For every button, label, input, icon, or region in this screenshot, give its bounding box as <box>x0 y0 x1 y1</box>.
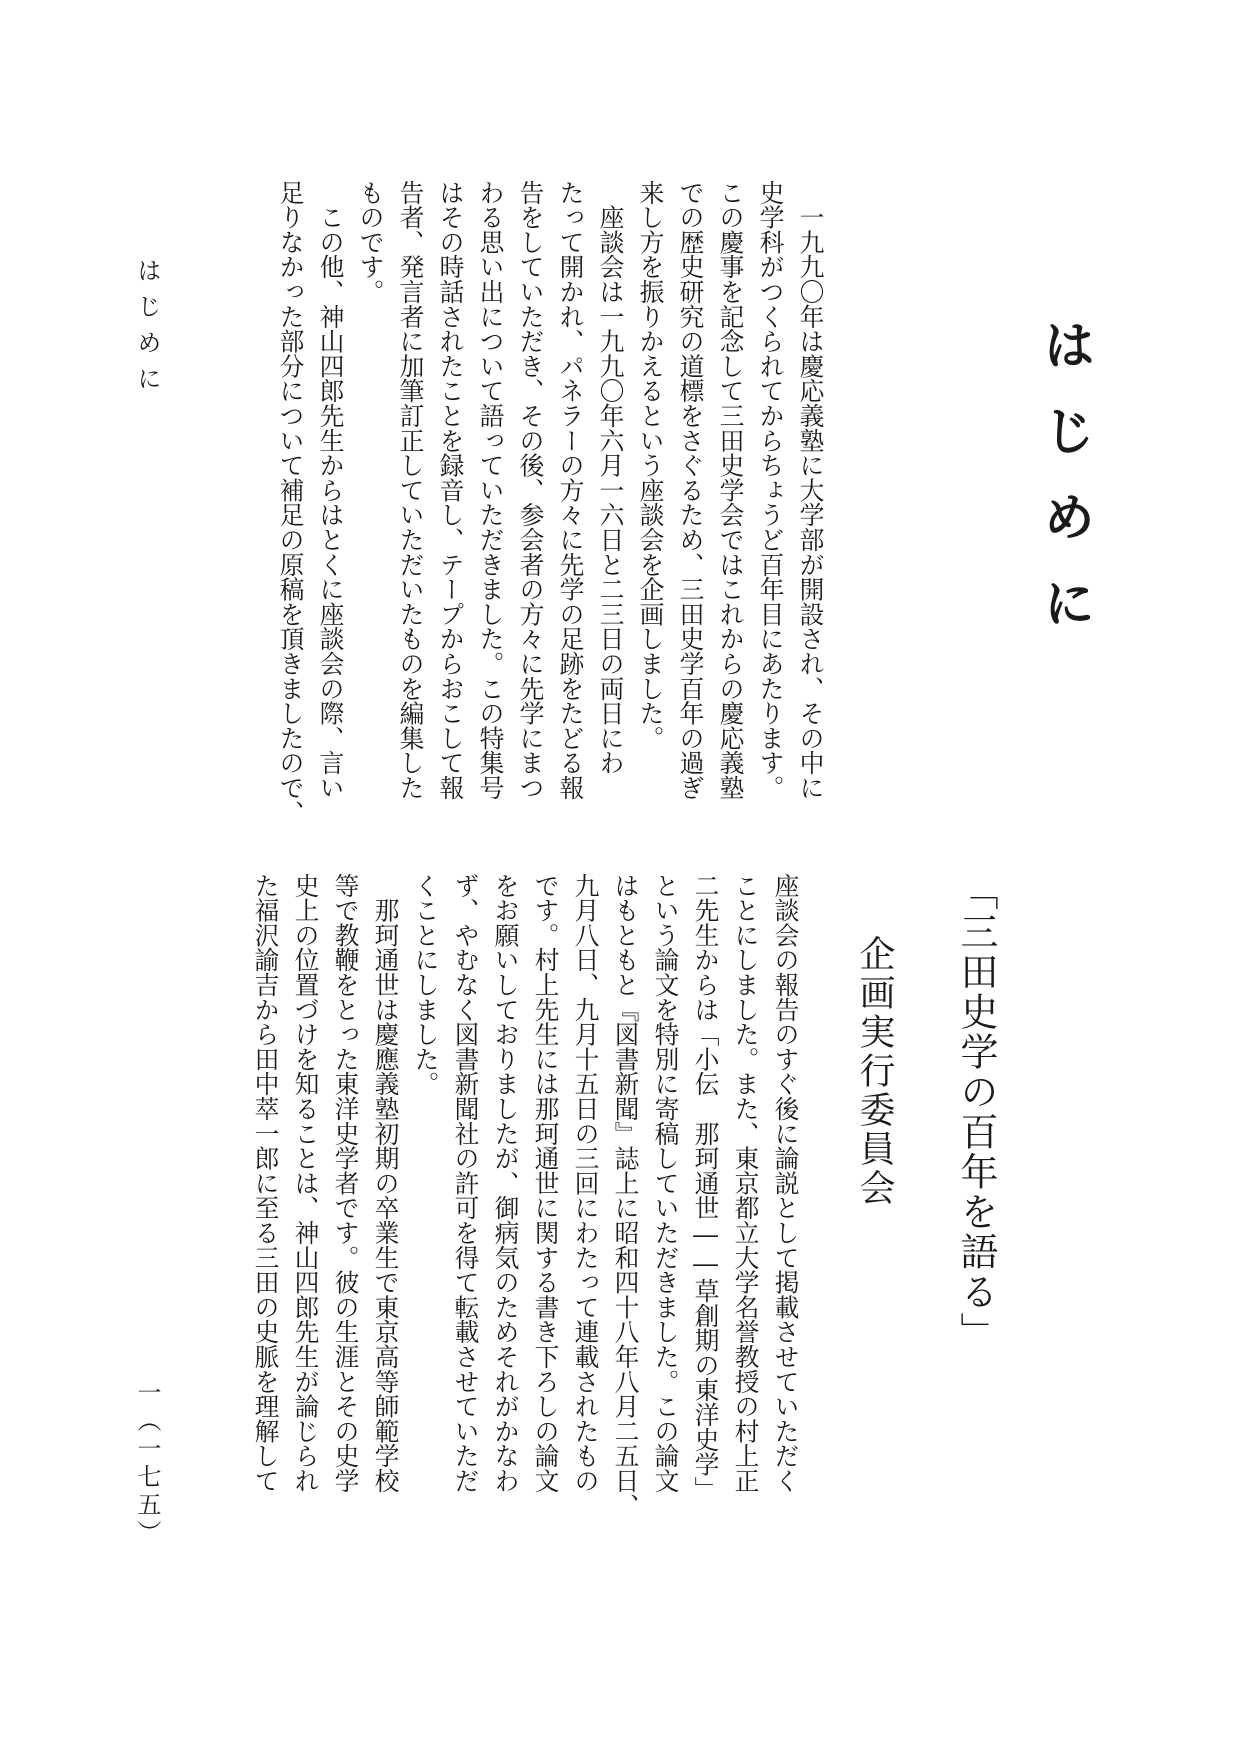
text-line: この慶事を記念して三田史学会ではこれからの慶応義塾 <box>716 180 745 800</box>
body-text-lower <box>105 873 805 1553</box>
page-title: はじめに <box>1034 318 1095 662</box>
text-line: ことにしました。また、東京都立大学名誉教授の村上正 <box>731 873 760 1493</box>
text-line: 史上の位置づけを知ることは、神山四郎先生が論じられ <box>291 873 320 1493</box>
feature-subtitle: 「三田史学の百年を語る」 <box>954 872 998 1352</box>
text-line: 告をしていただき、その後、参会者の方々に先学にまつ <box>516 180 545 800</box>
text-line: くことにしました。 <box>411 873 440 1097</box>
text-line: ず、やむなく図書新聞社の許可を得て転載させていただ <box>451 873 480 1493</box>
text-line: たって開かれ、パネラーの方々に先学の足跡をたどる報 <box>556 180 585 800</box>
text-line: 座談会は一九九〇年六月一六日と二三日の両日にわ <box>596 180 625 776</box>
text-line: はもともと『図書新聞』誌上に昭和四十八年八月二五日、 <box>611 873 640 1518</box>
text-line: 那珂通世は慶應義塾初期の卒業生で東京高等師範学校 <box>371 873 400 1493</box>
text-line: 告者、発言者に加筆訂正していただいたものを編集した <box>396 180 425 800</box>
text-line: た福沢諭吉から田中萃一郎に至る三田の史脈を理解して <box>251 873 280 1493</box>
text-line: をお願いしておりましたが、御病気のためそれがかなわ <box>491 873 520 1493</box>
text-line: わる思い出について語っていただきました。この特集号 <box>476 180 505 800</box>
text-line: 足りなかった部分について補足の原稿を頂きましたので、 <box>276 180 305 825</box>
text-line: はその時話されたことを録音し、テープからおこして報 <box>436 180 465 800</box>
running-head: はじめに <box>133 258 161 402</box>
author-credit: 企画実行委員会 <box>854 935 895 1208</box>
page-number: 一（一七五） <box>133 1380 161 1548</box>
text-line: という論文を特別に寄稿していただきました。この論文 <box>651 873 680 1493</box>
text-line: 座談会の報告のすぐ後に論説として掲載させていただく <box>771 873 800 1493</box>
text-line: です。村上先生には那珂通世に関する書き下ろしの論文 <box>531 873 560 1493</box>
body-text-upper <box>210 180 830 920</box>
text-line: ものです。 <box>356 180 385 304</box>
text-line: 等で教鞭をとった東洋史学者です。彼の生涯とその史学 <box>331 873 360 1493</box>
text-line: での歴史研究の道標をさぐるため、三田史学百年の過ぎ <box>676 180 705 800</box>
text-line: 来し方を振りかえるという座談会を企画しました。 <box>636 180 665 751</box>
text-line: 九月八日、九月十五日の三回にわたって連載されたもの <box>571 873 600 1493</box>
text-line: 一九九〇年は慶応義塾に大学部が開設され、その中に <box>796 180 825 800</box>
text-line: この他、神山四郎先生からはとくに座談会の際、言い <box>316 180 345 800</box>
text-line: 史学科がつくられてからちょうど百年目にあたります。 <box>756 180 785 800</box>
text-line: 二先生からは「小伝 那珂通世――草創期の東洋史学」 <box>691 873 720 1502</box>
